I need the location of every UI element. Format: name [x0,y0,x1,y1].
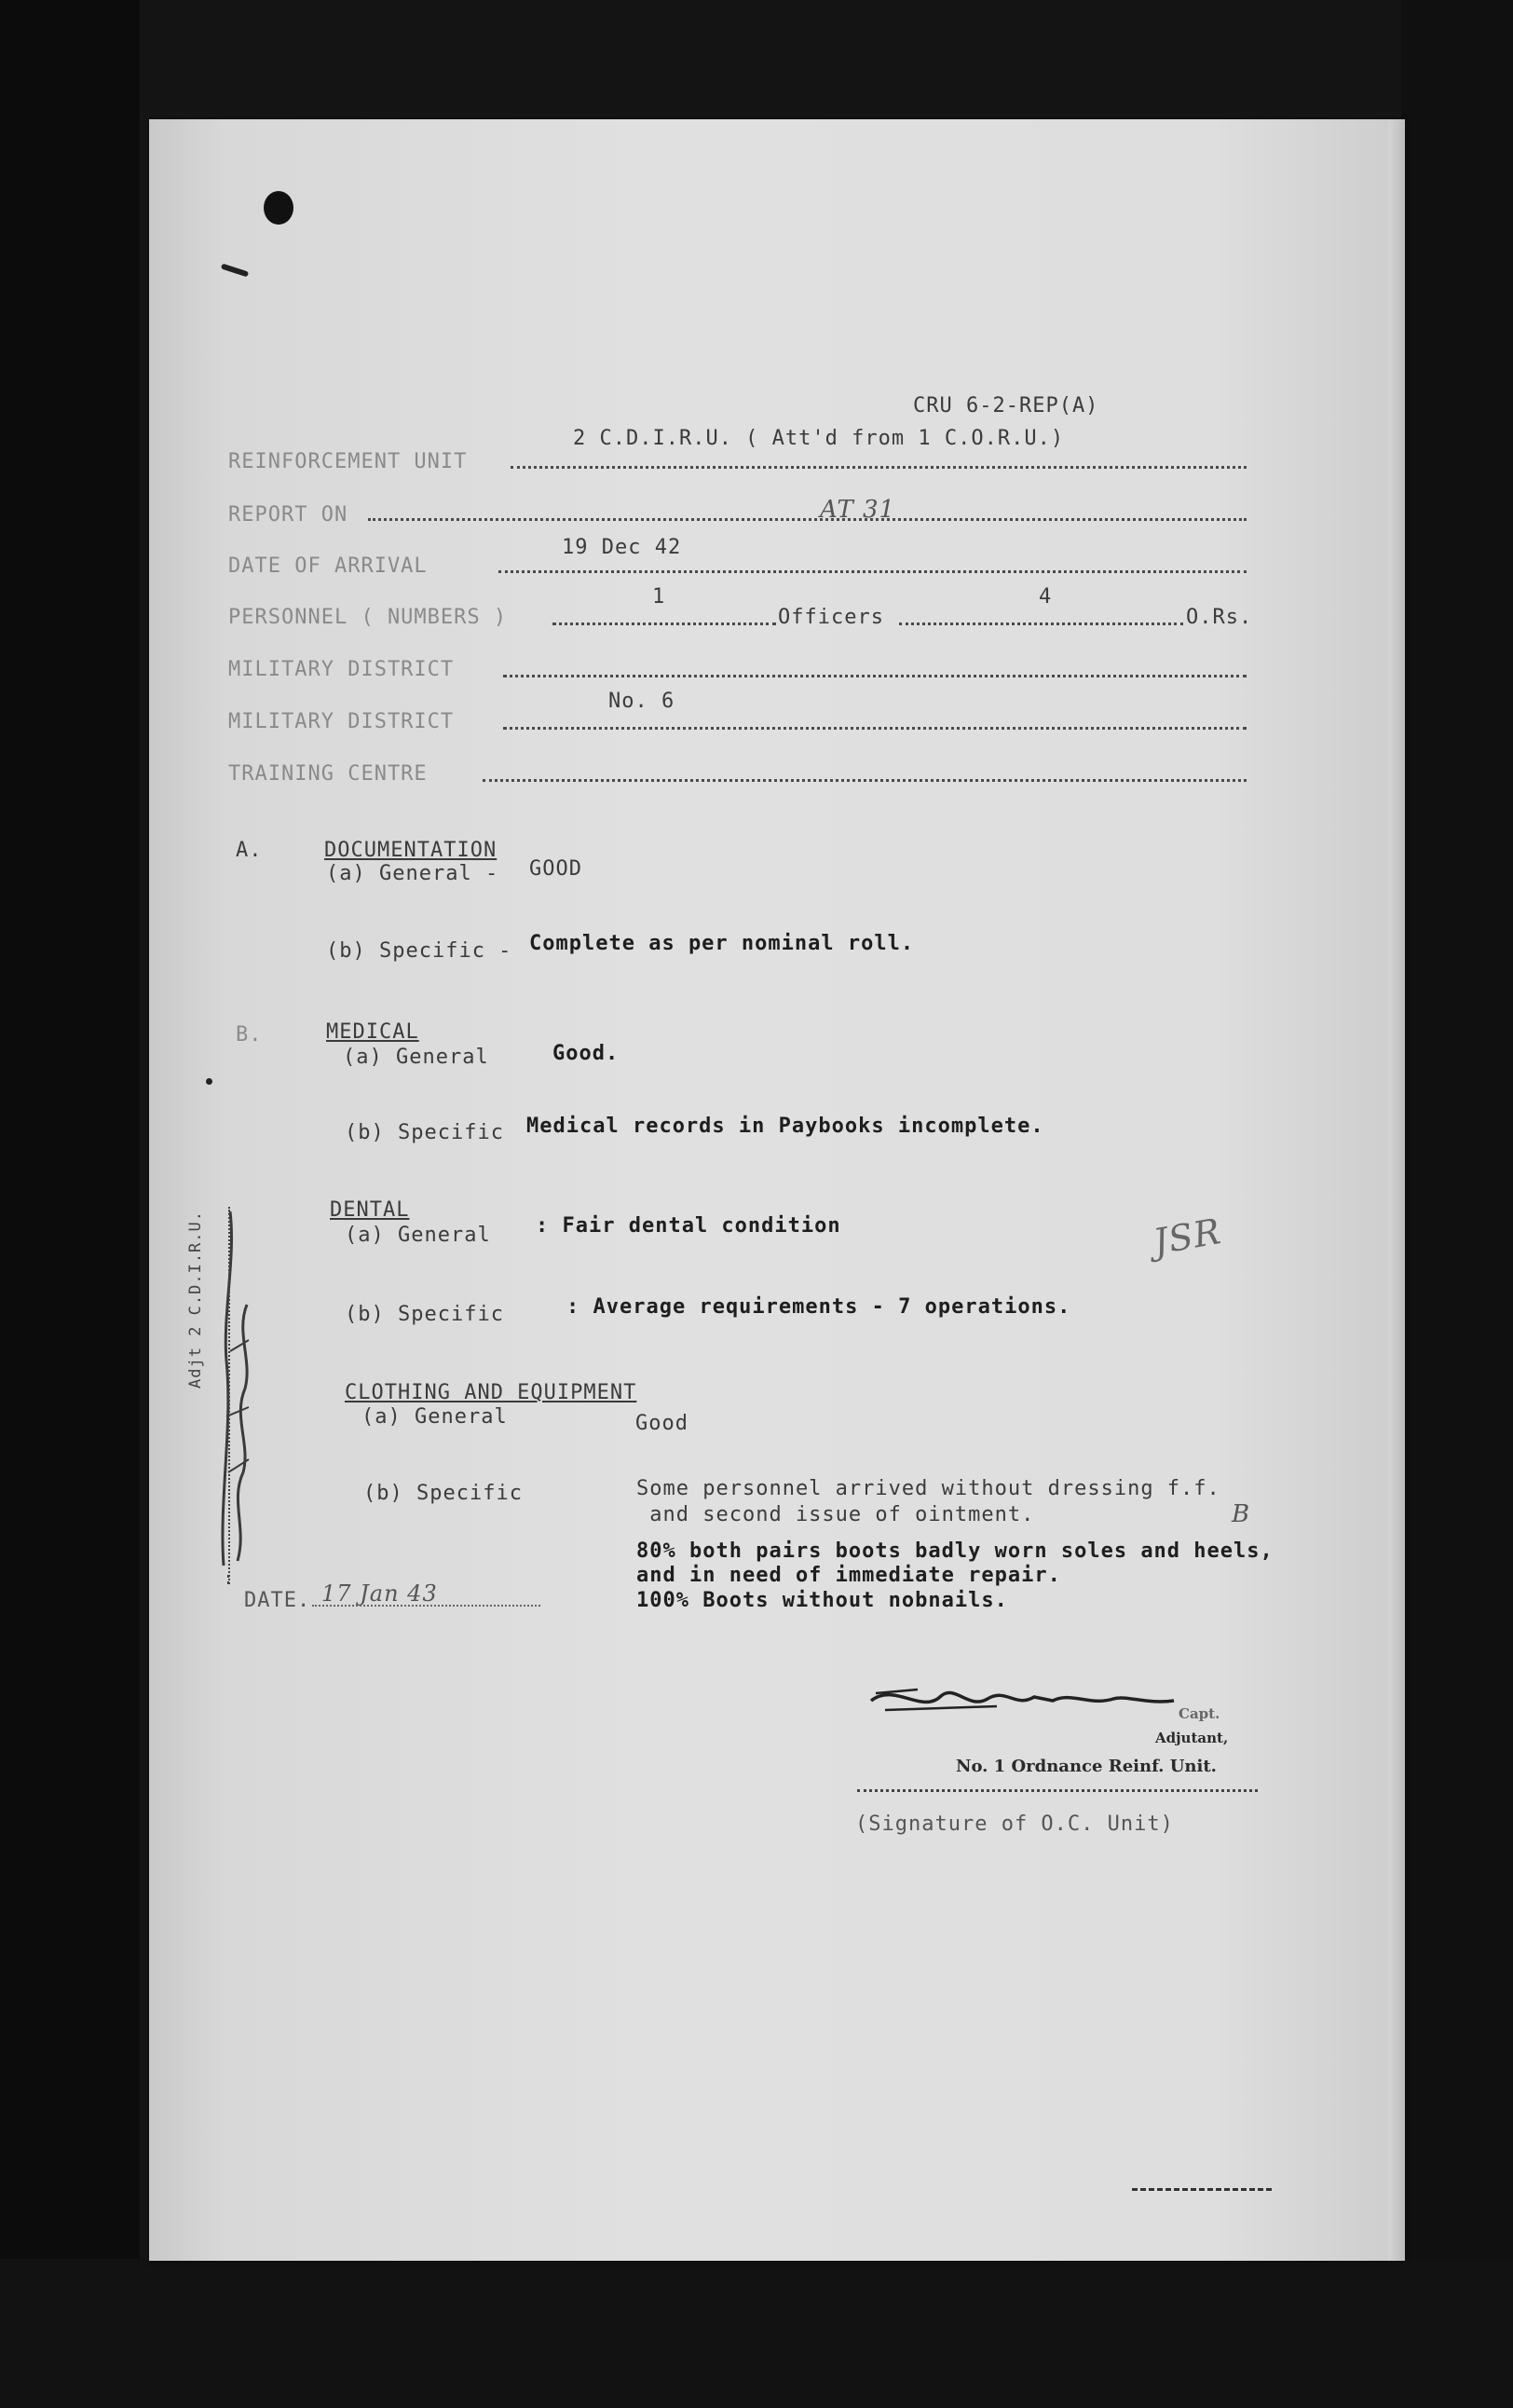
dental-general-value: : Fair dental condition [536,1214,841,1238]
military-district-value: No. 6 [608,690,675,713]
section-a-title: DOCUMENTATION [324,839,498,862]
initials-b: B [1232,1500,1251,1528]
arrival-label: DATE OF ARRIVAL [228,554,428,578]
cloth-general-label: (a) General [361,1405,508,1429]
clothing-title: CLOTHING AND EQUIPMENT [345,1381,637,1404]
b-specific-label: (b) Specific [345,1121,504,1144]
arrival-leader [498,570,1247,573]
unit-value: 2 C.D.I.R.U. ( Att'd from 1 C.O.R.U.) [573,427,1065,450]
section-b-title: MEDICAL [326,1020,419,1044]
margin-leader [228,1207,230,1584]
cloth-specific-label: (b) Specific [363,1482,523,1505]
a-general-value: GOOD [529,857,582,881]
date-label: DATE. [244,1589,311,1612]
initials-jsr: JSR [1150,1211,1225,1263]
dental-specific-value: : Average requirements - 7 operations. [566,1295,1071,1319]
capt-label: Capt. [1179,1705,1220,1722]
scan-border-right [1401,0,1513,2408]
dental-general-label: (a) General [345,1224,491,1247]
unit-leader [511,466,1247,469]
adjutant-label: Adjutant, [1155,1730,1229,1746]
training-centre-label: TRAINING CENTRE [228,762,428,786]
signature-caption: (Signature of O.C. Unit) [855,1813,1174,1836]
officers-label: Officers [778,606,884,629]
tc-leader [483,779,1247,782]
report-value: AT 31 [820,496,896,524]
signature-leader [857,1789,1258,1792]
section-a-letter: A. [236,839,263,862]
cloth-general-value: Good [635,1412,688,1435]
cloth-line-4: and in need of immediate repair. [636,1564,1061,1587]
b-general-value: Good. [552,1042,620,1065]
personnel-label: PERSONNEL ( NUMBERS ) [228,606,508,629]
unit-stamp: No. 1 Ordnance Reinf. Unit. [956,1757,1217,1776]
file-reference: CRU 6-2-REP(A) [913,394,1099,417]
cloth-line-1: Some personnel arrived without dressing f.f. [636,1477,1220,1500]
b-specific-value: Medical records in Paybooks incomplete. [526,1115,1044,1138]
scan-border-top [0,0,1513,112]
scan-border-left [0,0,140,2408]
cloth-line-5: 100% Boots without nobnails. [636,1589,1008,1612]
report-leader [368,518,1247,521]
officers-leader [552,623,776,625]
a-general-label: (a) General - [326,862,499,885]
md1-leader [503,675,1247,677]
unit-label: REINFORCEMENT UNIT [228,450,468,473]
cloth-line-3: 80% both pairs boots badly worn soles and heels, [636,1539,1274,1563]
section-b-letter: B. [236,1023,263,1047]
military-district-label-2: MILITARY DISTRICT [228,710,455,733]
dental-title: DENTAL [330,1198,410,1222]
arrival-value: 19 Dec 42 [562,536,682,559]
ink-dot-icon [206,1078,212,1085]
page-edge [1388,119,1405,2261]
bottom-mark-icon [1132,2188,1272,2191]
scan-border-bottom [0,2259,1513,2408]
md2-leader [503,727,1247,730]
officer-signature [866,1673,1183,1729]
punch-hole-icon [264,191,293,225]
a-specific-label: (b) Specific - [326,939,512,963]
a-specific-value: Complete as per nominal roll. [529,932,915,955]
military-district-label-1: MILITARY DISTRICT [228,658,455,681]
date-value: 17 Jan 43 [321,1580,438,1607]
dental-specific-label: (b) Specific [345,1303,504,1326]
ors-label: O.Rs. [1186,606,1253,629]
side-stamp: Adjt 2 C.D.I.R.U. [186,1211,205,1389]
ors-count: 4 [1039,585,1053,609]
officers-count: 1 [652,585,666,609]
b-general-label: (a) General [343,1046,489,1069]
report-label: REPORT ON [228,503,348,527]
cloth-line-2: and second issue of ointment. [636,1503,1035,1526]
date-leader [312,1605,540,1607]
ors-leader [899,623,1183,625]
